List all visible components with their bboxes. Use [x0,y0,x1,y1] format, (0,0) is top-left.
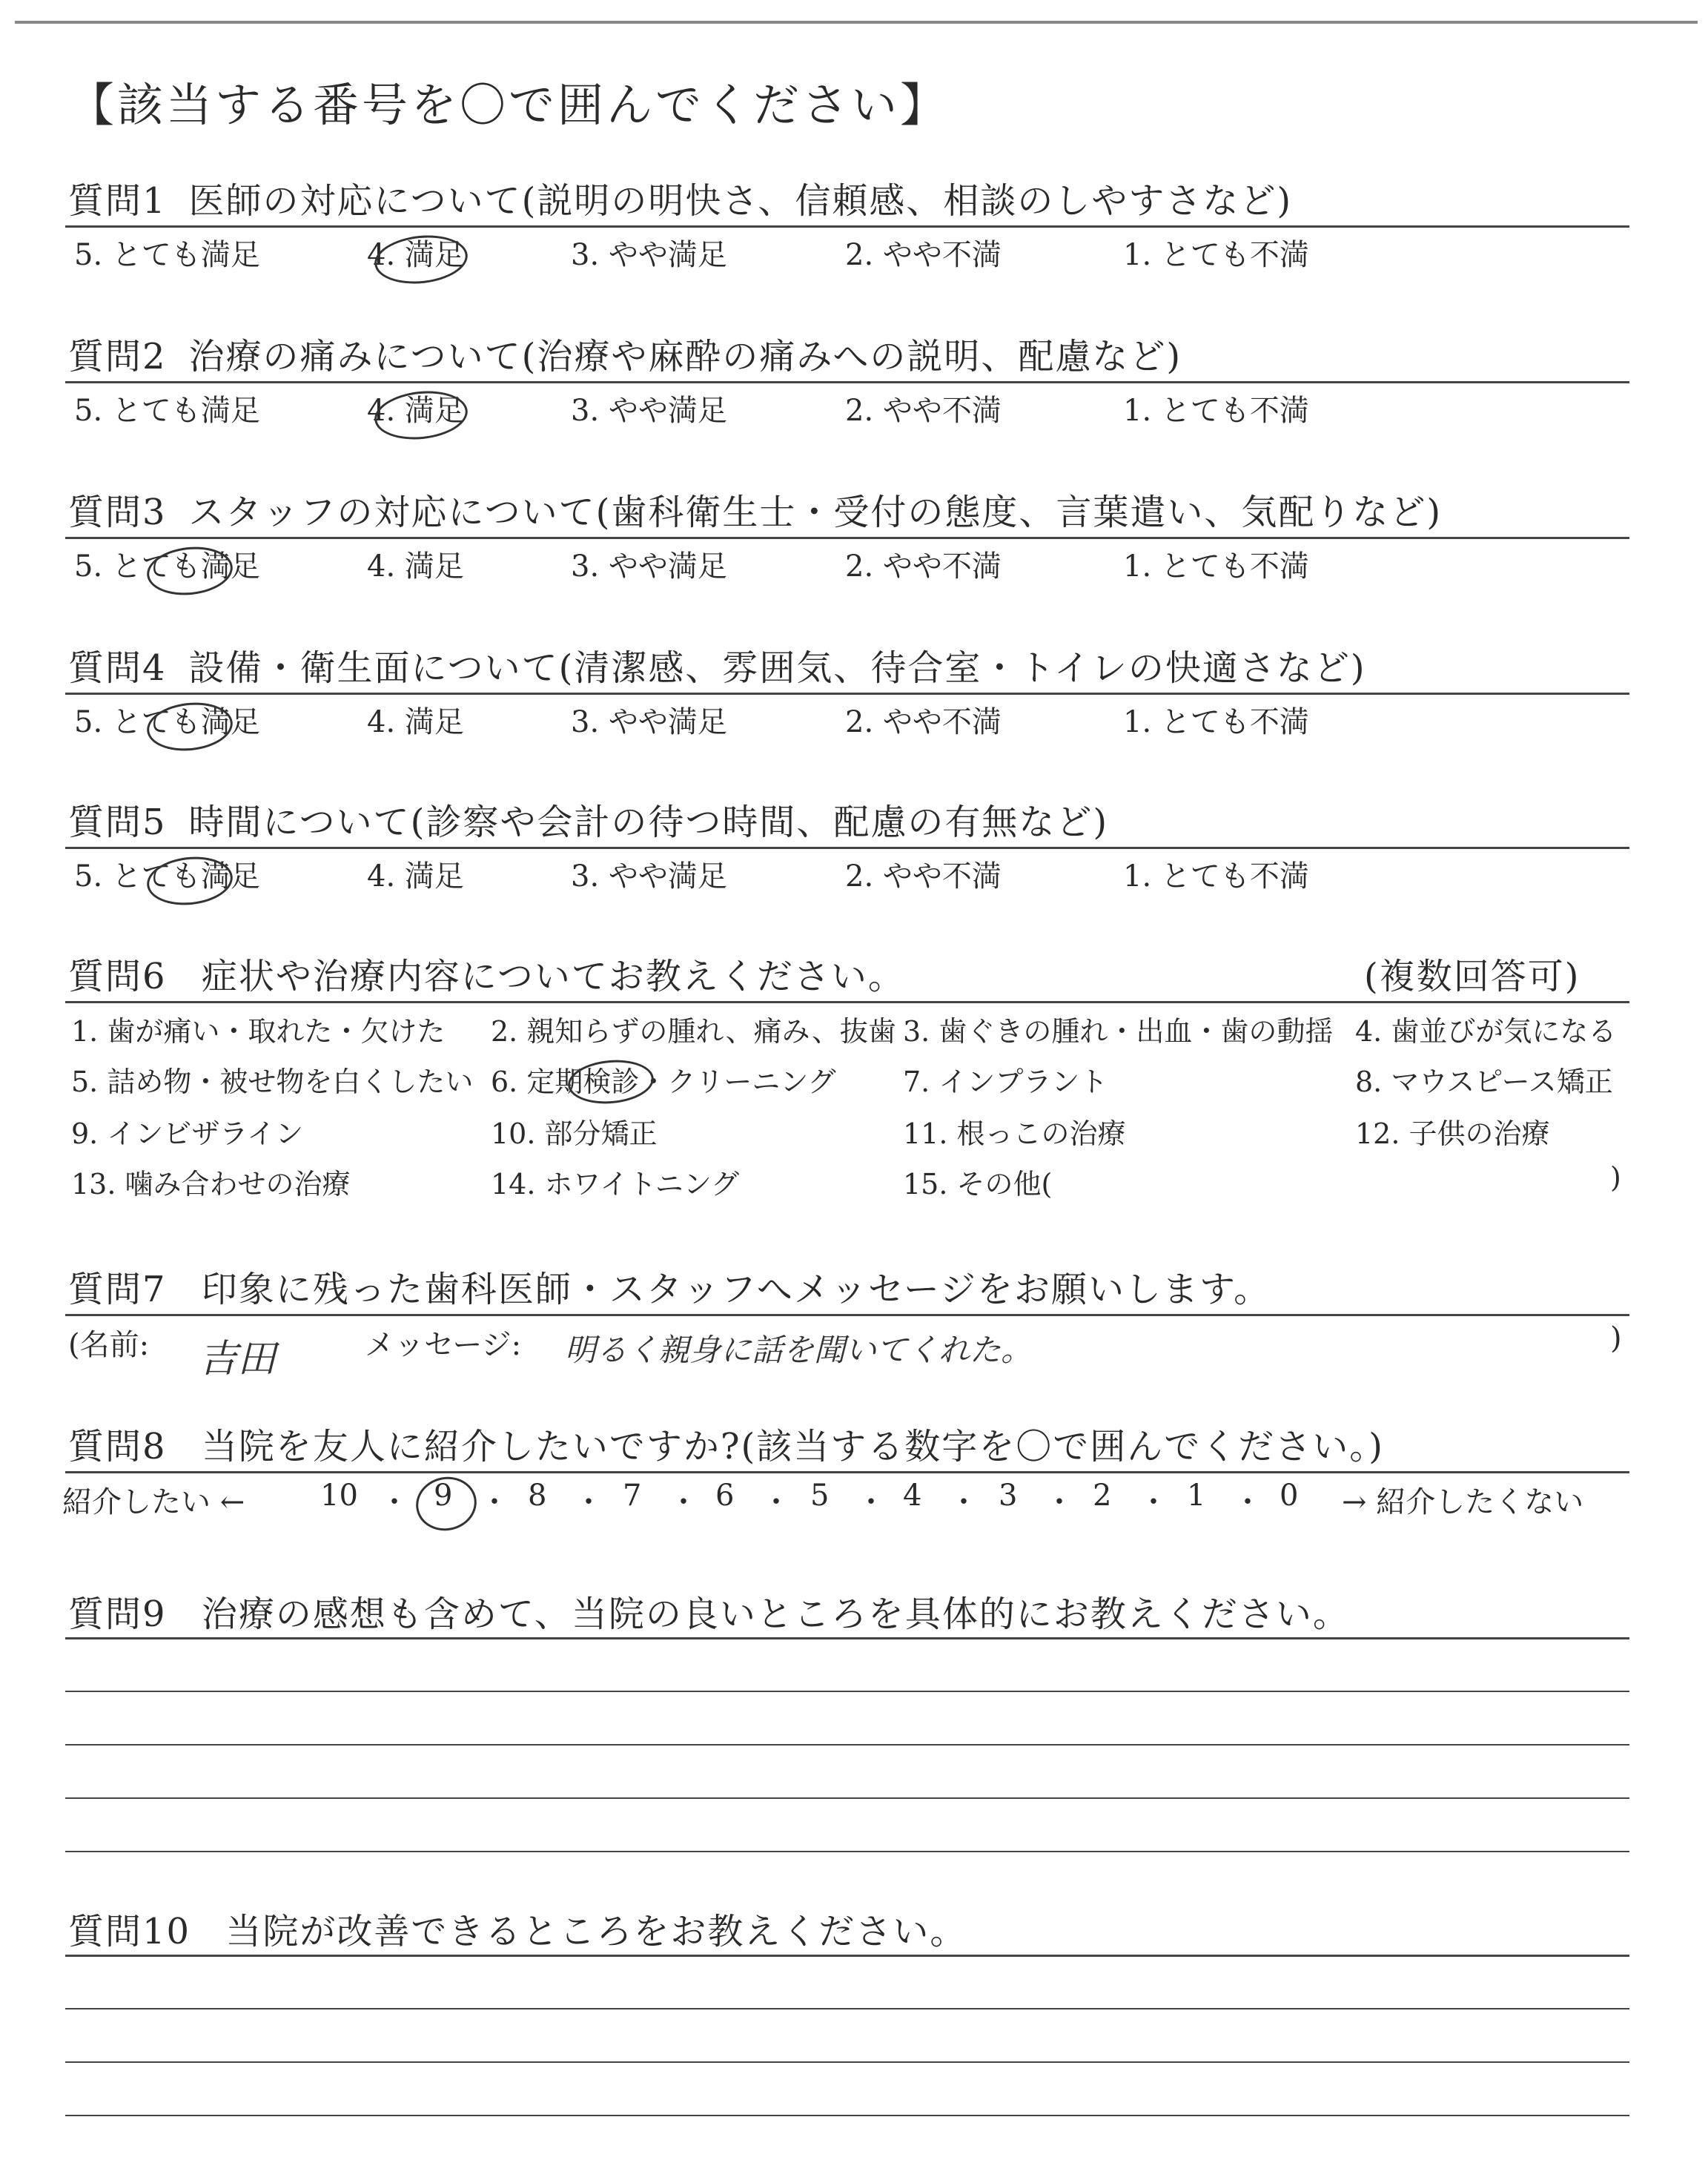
q6-rule [65,1001,1629,1003]
q4-option[interactable]: 3. やや満足 [571,705,727,739]
q3-heading [68,483,1442,535]
q6-text: 症状や治療内容についてお教えください。 [201,956,905,997]
q6-option[interactable]: 15. その他( [903,1168,1053,1200]
q9-rule [65,1637,1629,1639]
q2-rule [65,381,1629,383]
q8-scale-value[interactable]: 5 [810,1479,830,1513]
page-title: 【該当する番号を〇で囲んでください】 [68,78,950,132]
q8-scale-value[interactable]: 1 [1187,1479,1206,1513]
q3-label: 質問3 [68,492,167,533]
q8-scale-value[interactable]: 3 [999,1479,1018,1513]
q8-separator: ・ [574,1485,603,1519]
q8-scale-value[interactable]: 10 [320,1479,358,1513]
q8-heading [68,1418,1384,1469]
q8-separator: ・ [380,1485,409,1519]
q7-heading [68,1261,1271,1312]
q4-heading [68,639,1366,690]
q6-option[interactable]: 6. 定期検診・クリーニング [491,1066,836,1098]
q1-label: 質問1 [68,180,167,222]
q7-name-label: (名前: [68,1328,150,1362]
q6-option[interactable]: 3. 歯ぐきの腫れ・出血・歯の動揺 [903,1015,1334,1048]
q1-option[interactable]: 4. 満足 [367,238,464,272]
q10-heading [68,1903,967,1954]
q8-label: 質問8 [68,1426,167,1467]
q4-option[interactable]: 5. とても満足 [74,705,260,739]
q7-label: 質問7 [68,1269,167,1310]
q10-rule [65,1955,1629,1957]
q6-label: 質問6 [68,956,167,997]
q6-heading [68,948,905,999]
q7-close-paren: ) [1610,1321,1622,1355]
q8-scale-value[interactable]: 2 [1093,1479,1112,1513]
q8-scale-value[interactable]: 9 [434,1479,453,1513]
q1-text: 医師の対応について(説明の明快さ、信頼感、相談のしやすさなど) [188,180,1293,222]
q6-option[interactable]: 1. 歯が痛い・取れた・欠けた [71,1015,446,1048]
q2-option[interactable]: 2. やや不満 [845,394,1002,428]
top-border [15,21,1698,24]
q10-answer-line [65,2008,1629,2009]
q3-text: スタッフの対応について(歯科衛生士・受付の態度、言葉遣い、気配りなど) [188,492,1443,533]
q1-option[interactable]: 1. とても不満 [1123,238,1309,272]
q4-option[interactable]: 2. やや不満 [845,705,1002,739]
q3-rule [65,537,1629,539]
q6-option[interactable]: 12. 子供の治療 [1355,1117,1550,1150]
q1-option[interactable]: 5. とても満足 [74,238,260,272]
q10-text: 当院が改善できるところをお教えください。 [225,1911,967,1952]
q3-option[interactable]: 4. 満足 [367,549,464,584]
q6-option[interactable]: 7. インプラント [903,1066,1108,1098]
q6-option[interactable]: 4. 歯並びが気になる [1355,1015,1617,1048]
q5-option[interactable]: 2. やや不満 [845,859,1002,894]
q6-option[interactable]: 13. 噛み合わせの治療 [71,1168,351,1200]
q10-answer-line [65,2061,1629,2063]
q8-left-label: 紹介したい ← [62,1485,245,1519]
q10-answer-line [65,2115,1629,2116]
q7-rule [65,1314,1629,1316]
q8-scale-value[interactable]: 8 [528,1479,547,1513]
q9-answer-line [65,1797,1629,1799]
q8-text: 当院を友人に紹介したいですか?(該当する数字を〇で囲んでください。) [201,1426,1385,1467]
q8-scale-value[interactable]: 7 [623,1479,642,1513]
q5-label: 質問5 [68,802,167,843]
q2-heading [68,328,1182,379]
q4-label: 質問4 [68,647,167,689]
q6-option[interactable]: 8. マウスピース矯正 [1355,1066,1613,1098]
q4-option[interactable]: 1. とても不満 [1123,705,1309,739]
q2-option[interactable]: 4. 満足 [367,394,464,428]
q7-name-value: 吉田 [199,1337,277,1381]
q5-option[interactable]: 5. とても満足 [74,859,260,894]
q9-label: 質問9 [68,1593,167,1635]
q7-text: 印象に残った歯科医師・スタッフへメッセージをお願いします。 [201,1269,1271,1310]
q8-separator: ・ [1139,1485,1168,1519]
q6-option[interactable]: 2. 親知らずの腫れ、痛み、抜歯 [491,1015,896,1048]
q4-rule [65,693,1629,695]
q2-text: 治療の痛みについて(治療や麻酔の痛みへの説明、配慮など) [188,336,1182,377]
q8-scale-value[interactable]: 4 [903,1479,922,1513]
q8-scale-value[interactable]: 6 [715,1479,735,1513]
q5-text: 時間について(診察や会計の待つ時間、配慮の有無など) [188,802,1109,843]
q1-option[interactable]: 3. やや満足 [571,238,727,272]
q8-right-label: → 紹介したくない [1342,1485,1584,1519]
q3-option[interactable]: 1. とても不満 [1123,549,1309,584]
q5-rule [65,847,1629,849]
q4-option[interactable]: 4. 満足 [367,705,464,739]
q5-option[interactable]: 1. とても不満 [1123,859,1309,894]
q1-option[interactable]: 2. やや不満 [845,238,1002,272]
q6-option[interactable]: 10. 部分矯正 [491,1117,658,1150]
q2-option[interactable]: 1. とても不満 [1123,394,1309,428]
q8-separator: ・ [1045,1485,1074,1519]
q6-option[interactable]: 11. 根っこの治療 [903,1117,1126,1150]
q2-option[interactable]: 3. やや満足 [571,394,727,428]
q1-heading [68,172,1292,223]
q8-separator: ・ [1233,1485,1262,1519]
q8-separator: ・ [949,1485,979,1519]
q5-option[interactable]: 3. やや満足 [571,859,727,894]
q8-rule [65,1471,1629,1473]
q4-text: 設備・衛生面について(清潔感、雰囲気、待合室・トイレの快適さなど) [188,647,1366,689]
q5-option[interactable]: 4. 満足 [367,859,464,894]
q6-option: ) [1610,1161,1621,1194]
q9-answer-line [65,1851,1629,1852]
q3-option[interactable]: 5. とても満足 [74,549,260,584]
q8-separator: ・ [761,1485,791,1519]
q2-label: 質問2 [68,336,167,377]
q8-selection-circle [411,1471,481,1536]
q7-message-value: 明るく親身に話を聞いてくれた。 [565,1332,1033,1368]
q9-text: 治療の感想も含めて、当院の良いところを具体的にお教えください。 [201,1593,1350,1635]
q5-heading [68,793,1108,845]
q8-separator: ・ [856,1485,886,1519]
q10-label: 質問10 [68,1911,191,1952]
q6-option[interactable]: 14. ホワイトニング [491,1168,740,1200]
q6-option[interactable]: 5. 詰め物・被せ物を白くしたい [71,1066,474,1098]
q9-heading [68,1585,1350,1636]
q9-answer-line [65,1691,1629,1692]
q3-option[interactable]: 3. やや満足 [571,549,727,584]
q7-message-label: メッセージ: [365,1328,522,1362]
q8-separator: ・ [480,1485,509,1519]
q1-rule [65,225,1629,228]
q3-option[interactable]: 2. やや不満 [845,549,1002,584]
q6-option[interactable]: 9. インビザライン [71,1117,304,1150]
q8-separator: ・ [669,1485,698,1519]
q9-answer-line [65,1744,1629,1745]
q8-scale-value[interactable]: 0 [1280,1479,1299,1513]
q6-note: (複数回答可) [1364,956,1580,997]
q2-option[interactable]: 5. とても満足 [74,394,260,428]
